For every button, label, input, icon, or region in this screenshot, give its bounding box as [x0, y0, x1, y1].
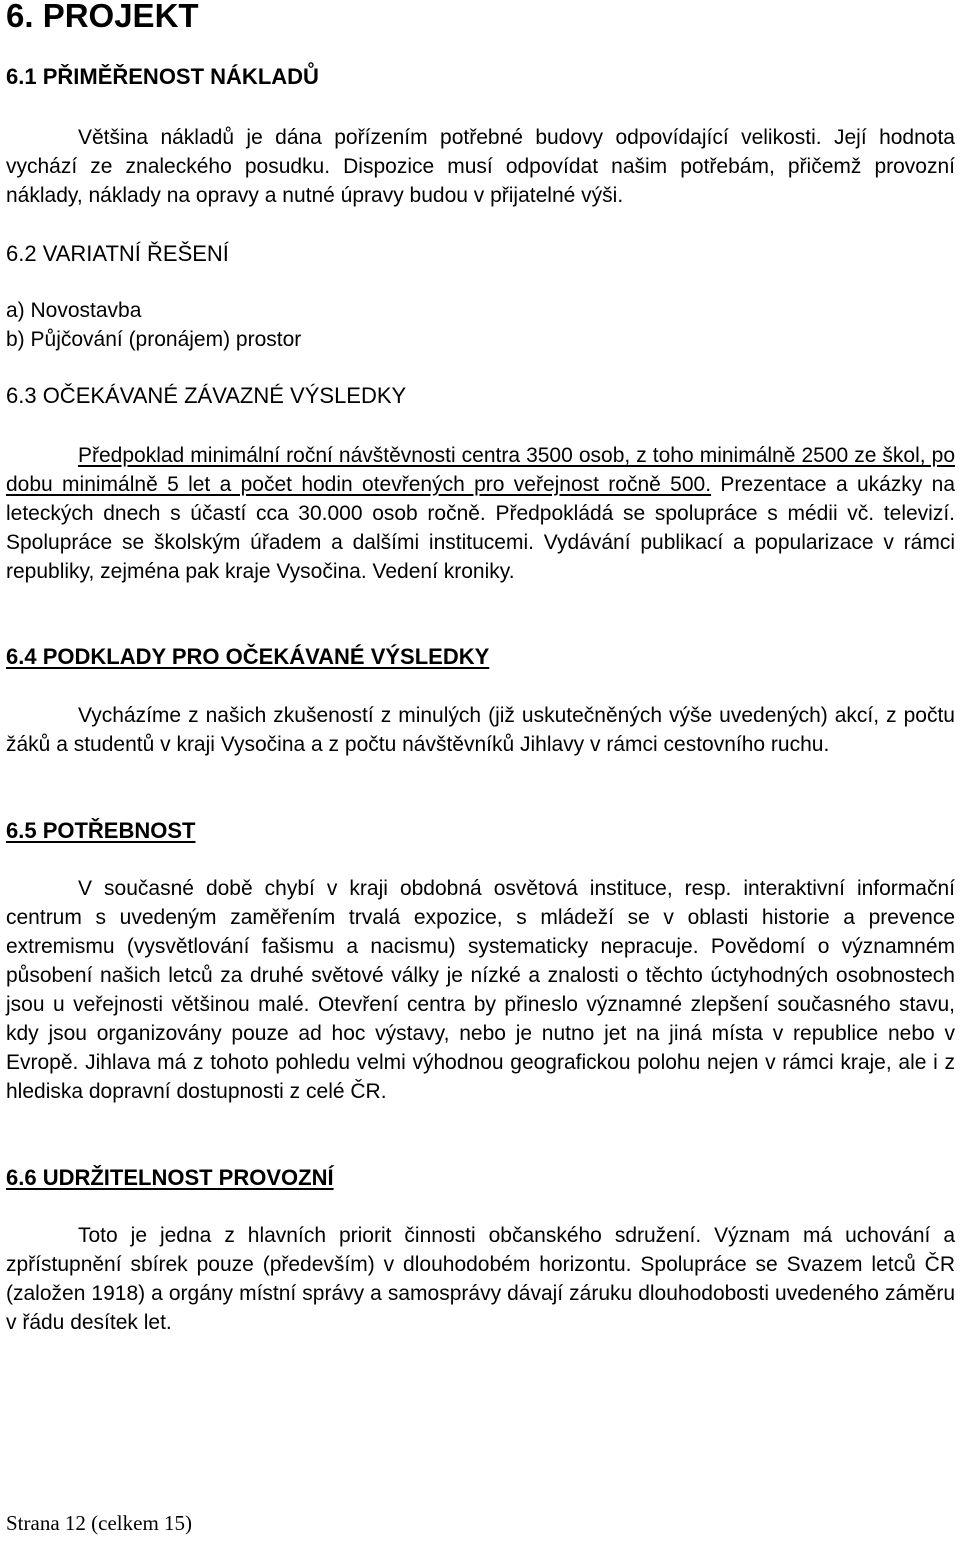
section-text-6-3 — [6, 441, 955, 586]
section-heading-6-1: 6.1 PŘIMĚŘENOST NÁKLADŮ — [6, 64, 319, 89]
chapter-title: 6. PROJEKT — [6, 0, 199, 34]
section-text-6-1 — [6, 123, 955, 210]
section-text-6-5 — [6, 874, 955, 1106]
section-text-6-4 — [6, 701, 955, 759]
section-heading-6-6: 6.6 UDRŽITELNOST PROVOZNÍ — [6, 1165, 334, 1190]
section-text-6-3-underlined: Předpoklad minimální roční návštěvnosti centra 3500 osob, z toho minimálně 2500 ze škol, po dobu minimálně 5 let a počet hodin otevřených pro veřejnost ročně 500. — [6, 444, 955, 496]
section-heading-6-2: 6.2 VARIATNÍ ŘEŠENÍ — [6, 241, 229, 266]
section-text-6-6 — [6, 1221, 955, 1337]
page-footer: Strana 12 (celkem 15) — [6, 1511, 193, 1535]
option-a: a) Novostavba — [6, 299, 142, 322]
section-text-6-4-body: Vycházíme z našich zkušeností z minulých (již uskutečněných výše uvedených) akcí, z počtu žáků a studentů v kraji Vysočina a z počtu návštěvníků Jihlavy v rámci cestovního ruchu. — [6, 704, 955, 756]
section-heading-6-5: 6.5 POTŘEBNOST — [6, 818, 196, 843]
section-heading-6-3: 6.3 OČEKÁVANÉ ZÁVAZNÉ VÝSLEDKY — [6, 383, 407, 408]
section-text-6-3-rest: Prezentace a ukázky na leteckých dnech s účastí cca 30.000 osob ročně. Předpokládá se spolupráce s médii vč. televizí. Spolupráce se školským úřadem a dalšími institucemi. Vydávání publikací a popularizace v rámci republiky, zejména pak kraje Vysočina. Vedení kroniky. — [6, 473, 955, 583]
option-b: b) Půjčování (pronájem) prostor — [6, 328, 302, 351]
section-text-6-1-body: Většina nákladů je dána pořízením potřebné budovy odpovídající velikosti. Její hodnota vychází ze znaleckého posudku. Dispozice musí odpovídat našim potřebám, přičemž provozní náklady, náklady na opravy a nutné úpravy budou v přijatelné výši. — [6, 126, 955, 207]
section-text-6-6-body: Toto je jedna z hlavních priorit činnosti občanského sdružení. Význam má uchování a zpřístupnění sbírek pouze (především) v dlouhodobém horizontu. Spolupráce se Svazem letců ČR (založen 1918) a orgány místní správy a samosprávy dávají záruku dlouhodobosti uvedeného záměru v řádu desítek let. — [6, 1224, 955, 1334]
section-heading-6-4: 6.4 PODKLADY PRO OČEKÁVANÉ VÝSLEDKY — [6, 644, 490, 669]
section-text-6-5-body: V současné době chybí v kraji obdobná osvětová instituce, resp. interaktivní informační centrum s uvedeným zaměřením trvalá expozice, s mládeží se v oblasti historie a prevence extremismu (vysvětlování fašismu a nacismu) systematicky nepracuje. Povědomí o významném působení našich letců za druhé světové války je nízké a znalosti o těchto úctyhodných osobnostech jsou u veřejnosti většinou malé. Otevření centra by přineslo významné zlepšení současného stavu, kdy jsou organizovány pouze ad hoc výstavy, nebo je nutno jet na jiná místa v republice nebo v Evropě. Jihlava má z tohoto pohledu velmi výhodnou geografickou polohu nejen v rámci kraje, ale i z hlediska dopravní dostupnosti z celé ČR. — [6, 877, 955, 1103]
